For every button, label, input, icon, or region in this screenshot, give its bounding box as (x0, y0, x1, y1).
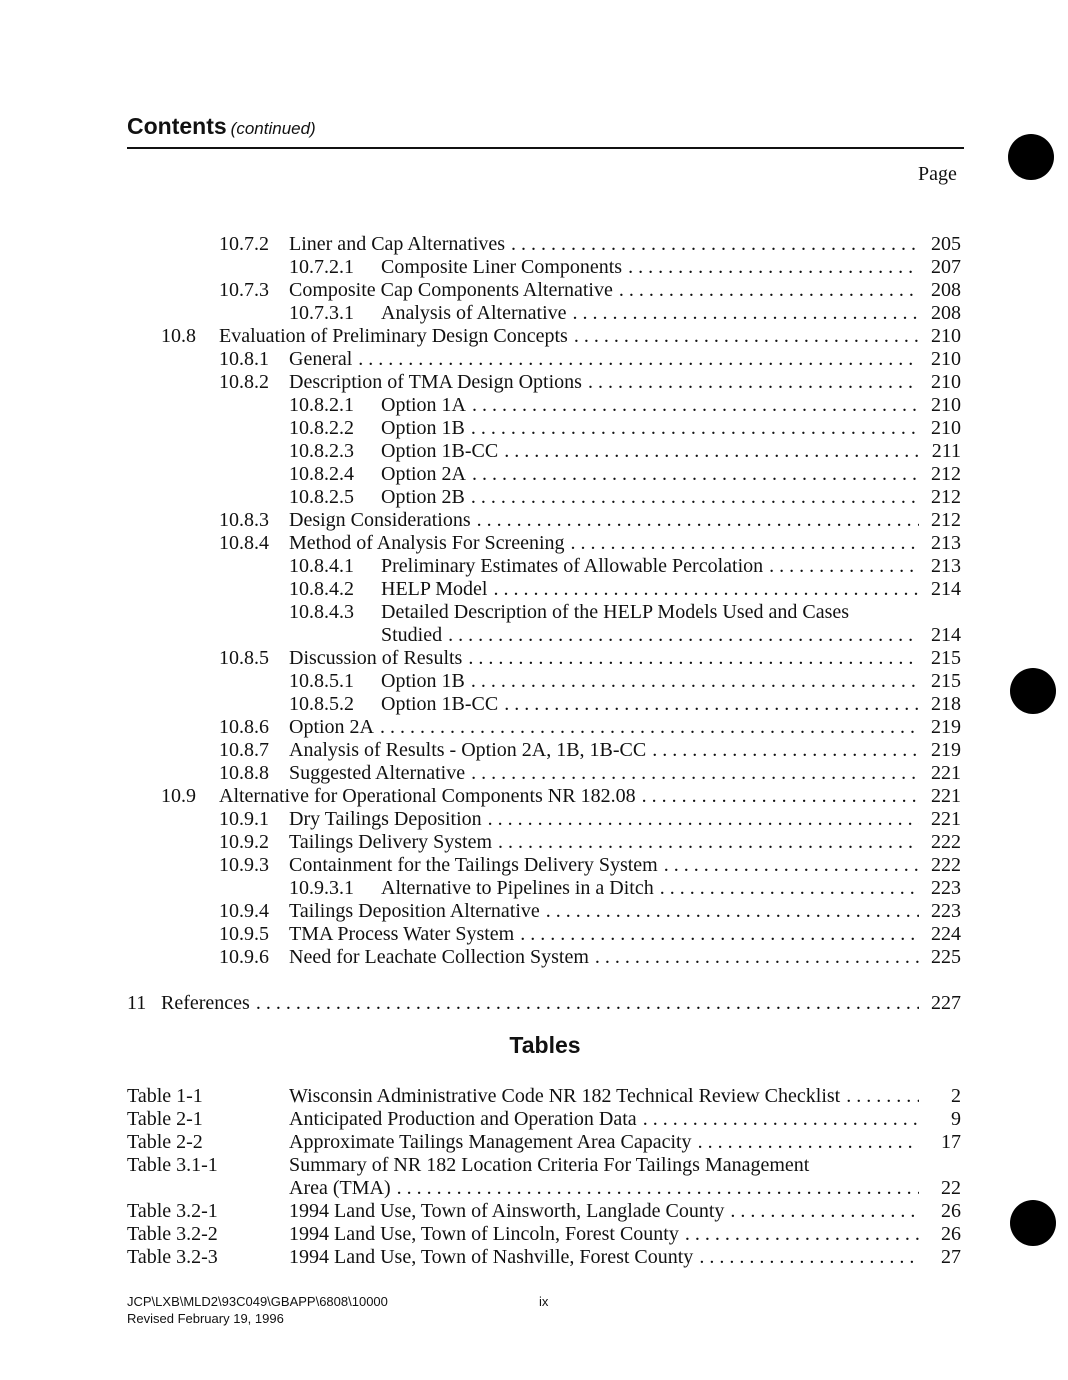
toc-number: 10.9 (161, 785, 196, 807)
table-entry (289, 1246, 961, 1269)
leader-dots (468, 647, 919, 670)
toc-entry (219, 808, 961, 831)
table-entry (289, 1131, 961, 1154)
table-page: 17 (941, 1131, 961, 1153)
toc-number: 10.7.3 (219, 279, 269, 301)
toc-page: 212 (931, 509, 961, 531)
toc-title: Analysis of Results - Option 2A, 1B, 1B-CC (289, 739, 647, 761)
leader-dots (685, 1223, 919, 1246)
hole-punch-top (1008, 134, 1054, 180)
toc-number: 10.8.6 (219, 716, 269, 738)
toc-page: 214 (931, 624, 961, 646)
toc-entry-first-line (289, 601, 849, 624)
toc-page: 215 (931, 670, 961, 692)
leader-dots (358, 348, 919, 371)
toc-number: 10.8.4 (219, 532, 269, 554)
toc-page: 221 (931, 785, 961, 807)
toc-number: 10.8.2.4 (289, 463, 354, 485)
toc-number: 10.8.2.1 (289, 394, 354, 416)
footer-revised-date: Revised February 19, 1996 (127, 1311, 284, 1326)
table-page: 26 (941, 1223, 961, 1245)
toc-page: 212 (931, 486, 961, 508)
toc-entry (289, 440, 961, 463)
toc-entry (219, 509, 961, 532)
toc-entry (289, 256, 961, 279)
table-label: Table 2-1 (127, 1108, 203, 1130)
toc-page: 218 (931, 693, 961, 715)
toc-page: 207 (931, 256, 961, 278)
table-title: Wisconsin Administrative Code NR 182 Technical Review Checklist (289, 1085, 841, 1107)
table-title-line1: Summary of NR 182 Location Criteria For Tailings Management (289, 1154, 810, 1176)
toc-number: 10.8.2.2 (289, 417, 354, 439)
leader-dots (520, 923, 919, 946)
table-page: 9 (951, 1108, 961, 1130)
toc-title: Method of Analysis For Screening (289, 532, 565, 554)
toc-number: 10.7.2 (219, 233, 269, 255)
toc-number: 10.8 (161, 325, 196, 347)
toc-entry (219, 900, 961, 923)
toc-title: Option 2A (381, 463, 466, 485)
toc-page: 223 (931, 900, 961, 922)
table-label: Table 3.2-3 (127, 1246, 218, 1268)
hole-punch-middle (1010, 668, 1056, 714)
page-column-label: Page (918, 163, 957, 185)
toc-entry (289, 555, 961, 578)
toc-title: Description of TMA Design Options (289, 371, 582, 393)
toc-title: Containment for the Tailings Delivery System (289, 854, 658, 876)
toc-entry (289, 417, 961, 440)
toc-entry (219, 233, 961, 256)
toc-title-line1: Detailed Description of the HELP Models Used and Cases (381, 601, 850, 623)
toc-title: Composite Liner Components (381, 256, 623, 278)
toc-number: 10.8.4.3 (289, 601, 354, 623)
leader-dots (546, 900, 919, 923)
leader-dots (498, 831, 919, 854)
toc-title: Need for Leachate Collection System (289, 946, 589, 968)
toc-page: 223 (931, 877, 961, 899)
leader-dots (652, 739, 919, 762)
toc-title: Option 1B-CC (381, 693, 499, 715)
footer-file-path: JCP\LXB\MLD2\93C049\GBAPP\6808\10000 (127, 1294, 388, 1309)
leader-dots (846, 1085, 919, 1108)
toc-page: 213 (931, 555, 961, 577)
toc-page: 221 (931, 762, 961, 784)
toc-entry (219, 371, 961, 394)
toc-entry (289, 693, 961, 716)
toc-page: 222 (931, 831, 961, 853)
toc-number: 10.8.5.2 (289, 693, 354, 715)
leader-dots (380, 716, 919, 739)
table-title: 1994 Land Use, Town of Nashville, Forest County (289, 1246, 694, 1268)
toc-title: Evaluation of Preliminary Design Concepts (219, 325, 568, 347)
toc-number: 10.8.4.2 (289, 578, 354, 600)
table-label: Table 3.2-1 (127, 1200, 218, 1222)
toc-title: Studied (381, 624, 443, 646)
toc-number: 10.8.4.1 (289, 555, 354, 577)
toc-title: Alternative to Pipelines in a Ditch (381, 877, 654, 899)
leader-dots (730, 1200, 919, 1223)
toc-number: 10.9.6 (219, 946, 269, 968)
toc-title: References (161, 992, 250, 1014)
toc-entry (289, 670, 961, 693)
toc-page: 215 (931, 647, 961, 669)
leader-dots (504, 693, 919, 716)
leader-dots (477, 509, 919, 532)
leader-dots (488, 808, 919, 831)
toc-page: 210 (931, 394, 961, 416)
toc-number: 10.8.2 (219, 371, 269, 393)
toc-page: 205 (931, 233, 961, 255)
toc-title: Option 2B (381, 486, 465, 508)
toc-entry (161, 325, 961, 348)
toc-title: Tailings Deposition Alternative (289, 900, 540, 922)
leader-dots (619, 279, 919, 302)
table-label: Table 3.2-2 (127, 1223, 218, 1245)
toc-page: 219 (931, 739, 961, 761)
table-title: Approximate Tailings Management Area Capacity (289, 1131, 692, 1153)
table-title: Anticipated Production and Operation Data (289, 1108, 637, 1130)
header-subtitle: (continued) (230, 119, 316, 138)
toc-entry (219, 739, 961, 762)
toc-title: Alternative for Operational Components NR 182.08 (219, 785, 636, 807)
leader-dots (699, 1246, 919, 1269)
toc-page: 222 (931, 854, 961, 876)
toc-number: 10.8.5 (219, 647, 269, 669)
toc-title: Suggested Alternative (289, 762, 466, 784)
toc-title: Preliminary Estimates of Allowable Percolation (381, 555, 764, 577)
leader-dots (595, 946, 919, 969)
toc-entry (219, 716, 961, 739)
leader-dots (628, 256, 919, 279)
toc-number: 11 (127, 992, 147, 1014)
leader-dots (588, 371, 919, 394)
footer-page-number: ix (539, 1294, 549, 1309)
leader-dots (448, 624, 919, 647)
toc-entry (219, 946, 961, 969)
toc-entry (219, 831, 961, 854)
toc-entry (219, 647, 961, 670)
toc-entry (289, 486, 961, 509)
toc-entry (289, 394, 961, 417)
table-entry (289, 1200, 961, 1223)
toc-entry (381, 624, 961, 647)
toc-page: 212 (931, 463, 961, 485)
toc-page: 208 (931, 302, 961, 324)
table-page: 22 (941, 1177, 961, 1199)
table-page: 2 (951, 1085, 961, 1107)
toc-title: Option 1B (381, 417, 465, 439)
header-rule (127, 147, 964, 149)
toc-entry (219, 348, 961, 371)
table-entry (289, 1177, 961, 1200)
table-page: 27 (941, 1246, 961, 1268)
leader-dots (256, 992, 919, 1015)
leader-dots (769, 555, 919, 578)
leader-dots (698, 1131, 919, 1154)
toc-title: Option 1B (381, 670, 465, 692)
table-title: Area (TMA) (289, 1177, 391, 1199)
toc-entry (289, 463, 961, 486)
toc-entry (219, 762, 961, 785)
toc-page: 214 (931, 578, 961, 600)
leader-dots (642, 785, 919, 808)
table-label: Table 1-1 (127, 1085, 203, 1107)
leader-dots (493, 578, 919, 601)
toc-entry (289, 877, 961, 900)
toc-number: 10.7.2.1 (289, 256, 354, 278)
header-title-text: Contents (127, 113, 227, 139)
toc-entry (161, 785, 961, 808)
toc-title: Option 1A (381, 394, 466, 416)
toc-entry (127, 992, 961, 1015)
toc-title: Option 1B-CC (381, 440, 499, 462)
table-title: 1994 Land Use, Town of Ainsworth, Langlade County (289, 1200, 725, 1222)
toc-entry (219, 923, 961, 946)
toc-entry (289, 302, 961, 325)
toc-title: Liner and Cap Alternatives (289, 233, 506, 255)
toc-title: HELP Model (381, 578, 488, 600)
leader-dots (574, 325, 919, 348)
leader-dots (397, 1177, 919, 1200)
toc-page: 210 (931, 417, 961, 439)
table-entry (289, 1108, 961, 1131)
toc-page: 227 (931, 992, 961, 1014)
toc-entry (219, 532, 961, 555)
toc-number: 10.9.3.1 (289, 877, 354, 899)
toc-number: 10.8.1 (219, 348, 269, 370)
toc-number: 10.8.2.3 (289, 440, 354, 462)
table-label: Table 3.1-1 (127, 1154, 218, 1176)
toc-page: 210 (931, 325, 961, 347)
toc-number: 10.8.8 (219, 762, 269, 784)
toc-page: 208 (931, 279, 961, 301)
toc-number: 10.9.1 (219, 808, 269, 830)
leader-dots (472, 463, 919, 486)
toc-page: 213 (931, 532, 961, 554)
toc-number: 10.7.3.1 (289, 302, 354, 324)
leader-dots (472, 394, 919, 417)
table-page: 26 (941, 1200, 961, 1222)
hole-punch-bottom (1010, 1200, 1056, 1246)
page-title (127, 113, 316, 140)
toc-entry (219, 854, 961, 877)
toc-number: 10.9.2 (219, 831, 269, 853)
toc-number: 10.8.2.5 (289, 486, 354, 508)
leader-dots (471, 417, 919, 440)
toc-title: Composite Cap Components Alternative (289, 279, 613, 301)
leader-dots (471, 486, 919, 509)
leader-dots (511, 233, 919, 256)
leader-dots (664, 854, 919, 877)
leader-dots (471, 670, 919, 693)
toc-page: 225 (931, 946, 961, 968)
toc-page: 221 (931, 808, 961, 830)
toc-title: Option 2A (289, 716, 374, 738)
tables-heading: Tables (509, 1032, 581, 1058)
leader-dots (660, 877, 919, 900)
toc-number: 10.8.5.1 (289, 670, 354, 692)
table-entry (289, 1223, 961, 1246)
toc-title: Dry Tailings Deposition (289, 808, 482, 830)
toc-page: 219 (931, 716, 961, 738)
toc-page: 211 (931, 440, 961, 462)
table-label: Table 2-2 (127, 1131, 203, 1153)
table-title: 1994 Land Use, Town of Lincoln, Forest County (289, 1223, 679, 1245)
toc-entry (219, 279, 961, 302)
table-entry (289, 1085, 961, 1108)
toc-title: Analysis of Alternative (381, 302, 567, 324)
toc-number: 10.9.3 (219, 854, 269, 876)
toc-title: General (289, 348, 353, 370)
toc-title: TMA Process Water System (289, 923, 515, 945)
toc-entry (289, 578, 961, 601)
leader-dots (471, 762, 919, 785)
toc-title: Discussion of Results (289, 647, 463, 669)
toc-number: 10.9.4 (219, 900, 269, 922)
toc-number: 10.8.7 (219, 739, 269, 761)
toc-page: 210 (931, 371, 961, 393)
toc-page: 224 (931, 923, 961, 945)
toc-page: 210 (931, 348, 961, 370)
leader-dots (571, 532, 919, 555)
toc-number: 10.8.3 (219, 509, 269, 531)
toc-number: 10.9.5 (219, 923, 269, 945)
toc-title: Design Considerations (289, 509, 471, 531)
leader-dots (573, 302, 919, 325)
toc-title: Tailings Delivery System (289, 831, 493, 853)
leader-dots (643, 1108, 919, 1131)
leader-dots (504, 440, 919, 463)
